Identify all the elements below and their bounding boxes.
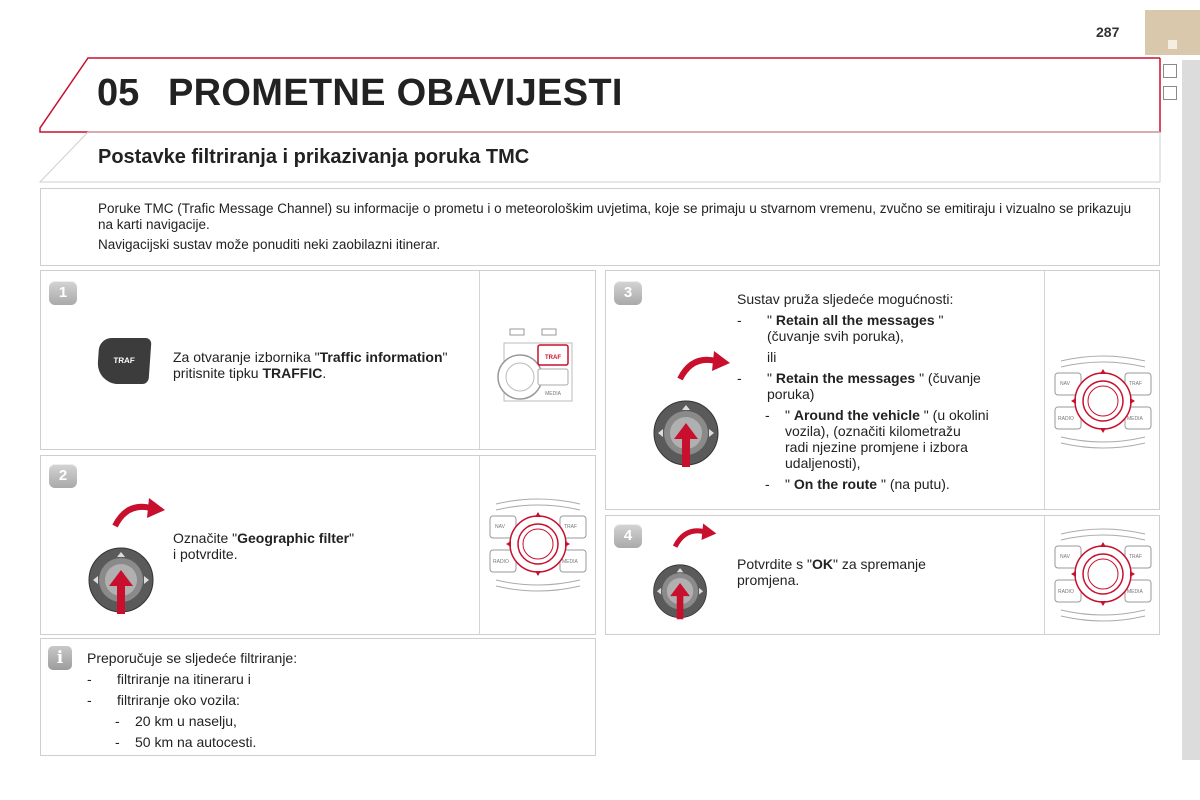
step-4-text-line: promjena. — [737, 572, 800, 588]
option-around-vehicle: Around the vehicle — [793, 407, 920, 423]
ok-label: OK — [812, 556, 833, 572]
step-3-text — [737, 291, 1037, 492]
info-item: filtriranje na itineraru i — [117, 671, 251, 687]
step-1-panel — [40, 270, 596, 450]
step-1-text-part: Za otvaranje izbornika " — [173, 349, 320, 365]
navigation-console-illustration — [1047, 347, 1159, 457]
step-3-intro: Sustav pruža sljedeće mogućnosti: — [737, 291, 954, 307]
step-3-text-part: " — [938, 312, 944, 328]
console-radio-label: RADIO — [1058, 589, 1074, 595]
step-2-menu-name: Geographic filter — [237, 530, 350, 546]
step-1-console-image — [479, 271, 595, 449]
step-2-badge: 2 — [49, 464, 77, 488]
step-4-panel — [605, 515, 1160, 635]
rotary-knob-icon — [652, 347, 732, 487]
intro-paragraph-1: Poruke TMC (Trafic Message Channel) su informacije o prometu i o meteorološkim uvjetima, koje se primaju u stvarnom vremenu, zvučno se emitiraju i vizualno se prikazuju na karti navigacije. — [98, 201, 1132, 232]
console-media-label: MEDIA — [545, 391, 561, 397]
list-dash: - — [87, 671, 92, 687]
page-number: 287 — [1096, 24, 1120, 40]
traffic-button-label: TRAF — [113, 356, 136, 365]
step-2-console-image — [479, 456, 595, 634]
step-1-text-part: " pritisnite tipku — [173, 349, 448, 381]
step-1-text — [173, 349, 473, 381]
option-retain-messages: Retain the messages — [775, 370, 916, 386]
chapter-title: PROMETNE OBAVIJESTI — [168, 72, 623, 114]
navigation-console-illustration — [1047, 520, 1159, 630]
option-on-route: On the route — [793, 476, 878, 492]
info-title: Preporučuje se sljedeće filtriranje: — [87, 650, 298, 666]
info-text — [87, 648, 567, 753]
console-traf-label: TRAF — [545, 355, 561, 361]
step-1-text-part: . — [322, 365, 327, 381]
step-3-text-line: udaljenosti), — [785, 455, 861, 471]
list-dash: - — [115, 713, 120, 729]
list-dash: - — [115, 734, 120, 750]
rotary-knob-icon — [87, 494, 167, 634]
step-3-text-line: poruka) — [767, 386, 815, 402]
info-icon: i — [48, 646, 72, 670]
step-3-text-part: " — [785, 407, 790, 423]
step-3-text-part: " — [767, 370, 772, 386]
console-media-label: MEDIA — [1127, 589, 1143, 595]
step-2-text-part: " — [349, 530, 355, 546]
step-3-text-line: vozila), (označiti kilometražu — [785, 423, 961, 439]
step-3-console-image — [1044, 271, 1159, 509]
traffic-button — [96, 338, 151, 384]
step-2-text-line: i potvrdite. — [173, 546, 238, 562]
console-traf-label: TRAF — [1129, 381, 1143, 387]
step-4-badge: 4 — [614, 524, 642, 548]
step-2-text — [173, 530, 453, 562]
step-1-menu-name: Traffic information — [319, 349, 443, 365]
console-traf-label: TRAF — [564, 524, 578, 530]
console-media-label: MEDIA — [562, 559, 578, 565]
step-3-text-line: radi njezine promjene i izbora — [785, 439, 968, 455]
console-nav-label: NAV — [1060, 554, 1070, 560]
console-nav-label: NAV — [1060, 381, 1070, 387]
list-dash: - — [737, 312, 742, 328]
rotary-knob-icon — [652, 520, 718, 636]
step-3-text-part: " — [767, 312, 772, 328]
list-dash: - — [765, 407, 770, 423]
console-radio-label: RADIO — [1058, 416, 1074, 422]
info-subitem: 20 km u naselju, — [135, 713, 237, 729]
intro-box — [40, 188, 1160, 266]
navigation-console-illustration — [482, 490, 594, 600]
step-4-text — [737, 556, 1037, 588]
step-3-text-part: " — [785, 476, 790, 492]
step-3-text-part: " (u okolini — [923, 407, 989, 423]
step-4-text-part: " za spremanje — [833, 556, 926, 572]
step-3-panel — [605, 270, 1160, 510]
list-dash: - — [765, 476, 770, 492]
step-3-text-line: (čuvanje svih poruka), — [767, 328, 904, 344]
list-dash: - — [737, 370, 742, 386]
console-media-label: MEDIA — [1127, 416, 1143, 422]
step-3-text-part: " (na putu). — [881, 476, 950, 492]
step-4-text-part: Potvrdite s " — [737, 556, 812, 572]
console-radio-label: RADIO — [493, 559, 509, 565]
step-3-text-part: " (čuvanje — [919, 370, 981, 386]
step-2-text-part: Označite " — [173, 530, 238, 546]
step-3-or: ili — [767, 349, 777, 365]
section-title: Postavke filtriranja i prikazivanja poruka TMC — [98, 146, 530, 168]
info-item: filtriranje oko vozila: — [117, 692, 240, 708]
step-4-console-image — [1044, 516, 1159, 634]
chapter-number: 05 — [97, 72, 140, 114]
step-1-key-name: TRAFFIC — [262, 365, 323, 381]
info-subitem: 50 km na autocesti. — [135, 734, 257, 750]
option-retain-all: Retain all the messages — [775, 312, 935, 328]
list-dash: - — [87, 692, 92, 708]
step-2-panel — [40, 455, 596, 635]
intro-paragraph-2: Navigacijski sustav može ponuditi neki zaobilazni itinerar. — [98, 237, 441, 252]
radio-console-illustration — [480, 271, 594, 449]
step-1-badge: 1 — [49, 281, 77, 305]
console-traf-label: TRAF — [1129, 554, 1143, 560]
console-nav-label: NAV — [495, 524, 505, 530]
step-3-badge: 3 — [614, 281, 642, 305]
